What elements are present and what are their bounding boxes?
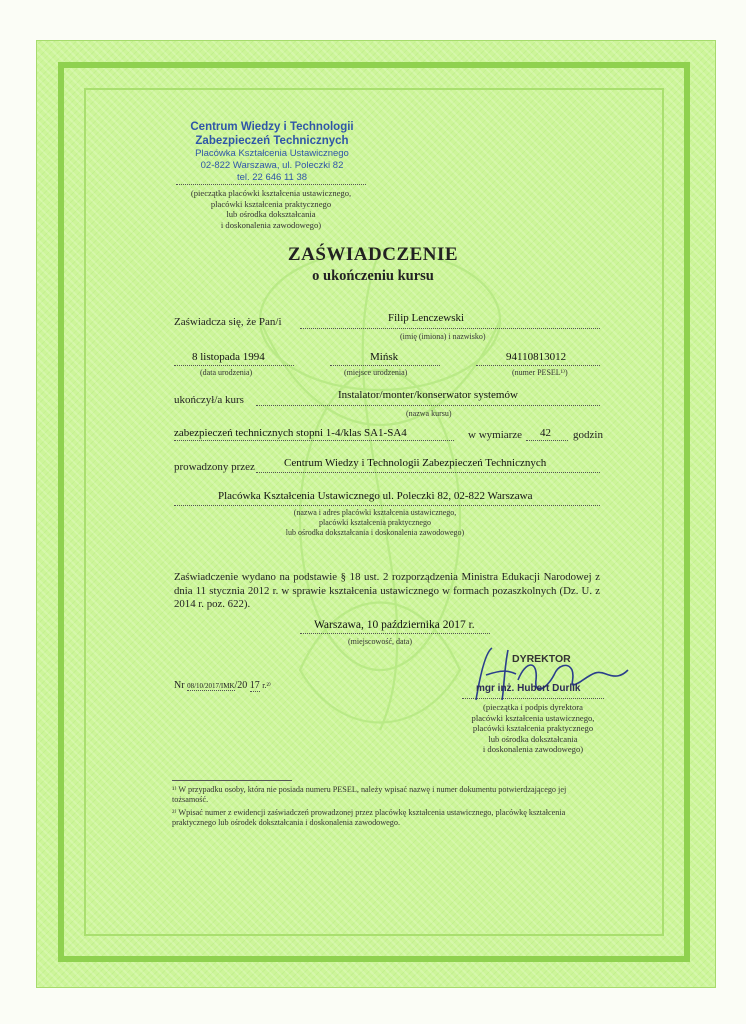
number-value: 08/10/2017/IMK bbox=[187, 682, 235, 690]
director-name-stamp: mgr inż. Hubert Durlik bbox=[476, 683, 581, 694]
birth-place: Mińsk bbox=[370, 351, 399, 363]
document-subtitle: o ukończeniu kursu bbox=[312, 268, 434, 284]
birth-date-caption: (data urodzenia) bbox=[200, 368, 253, 377]
stamp-unit: Placówka Kształcenia Ustawicznego bbox=[195, 148, 349, 159]
organizer-name: Centrum Wiedzy i Technologii Zabezpieczeń Technicznych bbox=[284, 457, 547, 469]
organizer-address-line bbox=[174, 505, 600, 506]
number-prefix: Nr bbox=[174, 680, 185, 691]
signature-caption-line: i doskonalenia zawodowego) bbox=[482, 744, 584, 754]
stamp-caption-line: placówki kształcenia praktycznego bbox=[210, 198, 332, 209]
completed-label: ukończył/a kurs bbox=[174, 394, 244, 406]
birth-place-caption: (miejsce urodzenia) bbox=[344, 368, 408, 377]
stamp-name-line2: Zabezpieczeń Technicznych bbox=[195, 135, 349, 147]
stamp-caption-line: (pieczątka placówki kształcenia ustawicznego, bbox=[190, 188, 352, 198]
stamp-phone: tel. 22 646 11 38 bbox=[236, 172, 308, 183]
footnote-separator bbox=[172, 780, 292, 781]
course-hours: 42 bbox=[540, 427, 551, 439]
hours-unit: godzin bbox=[573, 429, 603, 441]
stamp-caption bbox=[166, 188, 376, 230]
organizer-caption-line: placówki kształcenia praktycznego bbox=[319, 518, 431, 527]
pesel-number: 94110813012 bbox=[506, 351, 567, 363]
birth-place-line bbox=[330, 365, 440, 366]
footnote-2: ²⁾ Wpisać numer z ewidencji zaświadczeń prowadzonej przez placówkę kształcenia ustawicznego, placówkę kształcenia praktycznego lub ośrodek dokształcania i doskonalenia zawodowego. bbox=[172, 808, 566, 828]
participant-name: Filip Lenczewski bbox=[388, 312, 465, 324]
birth-date: 8 listopada 1994 bbox=[192, 351, 265, 363]
institution-stamp bbox=[172, 120, 372, 184]
name-caption: (imię (imiona) i nazwisko) bbox=[400, 332, 486, 341]
organizer-caption-line: (nazwa i adres placówki kształcenia ustawicznego, bbox=[293, 508, 457, 517]
signature-caption-line: placówki kształcenia ustawicznego, bbox=[471, 712, 595, 723]
organizer-caption-line: lub ośrodka dokształcania i doskonalenia zawodowego) bbox=[285, 528, 465, 537]
number-sep: /20 bbox=[234, 680, 248, 691]
course-name-continued: zabezpieczeń technicznych stopni 1-4/klas SA1-SA4 bbox=[174, 427, 407, 439]
conducted-label: prowadzony przez bbox=[174, 461, 255, 473]
place-date-caption: (miejscowość, data) bbox=[348, 637, 412, 646]
hours-label: w wymiarze bbox=[468, 429, 523, 441]
stamp-address: 02-822 Warszawa, ul. Poleczki 82 bbox=[200, 160, 344, 171]
pesel-caption: (numer PESEL¹⁾) bbox=[512, 368, 568, 377]
stamp-caption-line: i doskonalenia zawodowego) bbox=[220, 219, 322, 230]
course-line bbox=[256, 405, 600, 406]
signature-caption-line: lub ośrodka dokształcania bbox=[488, 733, 578, 744]
organizer-address: Placówka Kształcenia Ustawicznego ul. Poleczki 82, 02-822 Warszawa bbox=[218, 490, 533, 502]
place-date-line bbox=[300, 633, 490, 634]
number-year: 17 bbox=[249, 680, 260, 691]
stamp-caption-line: lub ośrodka dokształcania bbox=[226, 209, 316, 219]
name-line bbox=[300, 328, 600, 329]
course-name: Instalator/monter/konserwator systemów bbox=[338, 389, 518, 401]
number-suffix: r.²⁾ bbox=[262, 681, 271, 690]
signature-caption-line: (pieczątka i podpis dyrektora bbox=[483, 702, 583, 712]
hours-line bbox=[526, 440, 568, 441]
course-caption: (nazwa kursu) bbox=[406, 409, 452, 418]
certificate-number bbox=[174, 680, 271, 691]
footnote-1: ¹⁾ W przypadku osoby, która nie posiada numeru PESEL, należy wpisać nazwę i numer dokumentu potwierdzającego jej tożsamość. bbox=[172, 785, 567, 805]
signature-caption bbox=[458, 702, 608, 755]
pesel-line bbox=[476, 365, 600, 366]
organizer-caption bbox=[260, 508, 490, 538]
signature-line bbox=[462, 698, 604, 699]
issue-place-date: Warszawa, 10 października 2017 r. bbox=[314, 619, 475, 631]
birth-date-line bbox=[174, 365, 294, 366]
director-role: DYREKTOR bbox=[512, 653, 571, 665]
stamp-name-line1: Centrum Wiedzy i Technologii bbox=[190, 121, 354, 133]
course-cont-line bbox=[174, 440, 454, 441]
organizer-line bbox=[256, 472, 600, 473]
stamp-underline bbox=[176, 184, 366, 185]
legal-basis-paragraph: Zaświadczenie wydano na podstawie § 18 ust. 2 rozporządzenia Ministra Edukacji Narodowej z dnia 11 stycznia 2012 r. w sprawie kształcenia ustawicznego w formach pozaszkolnych (Dz. U. z 2014 r. poz. 622). bbox=[174, 571, 600, 610]
signature-caption-line: placówki kształcenia praktycznego bbox=[472, 723, 594, 733]
document-title: ZAŚWIADCZENIE bbox=[287, 244, 459, 265]
certifies-label: Zaświadcza się, że Pan/i bbox=[174, 316, 282, 328]
handwritten-signature bbox=[446, 640, 636, 710]
